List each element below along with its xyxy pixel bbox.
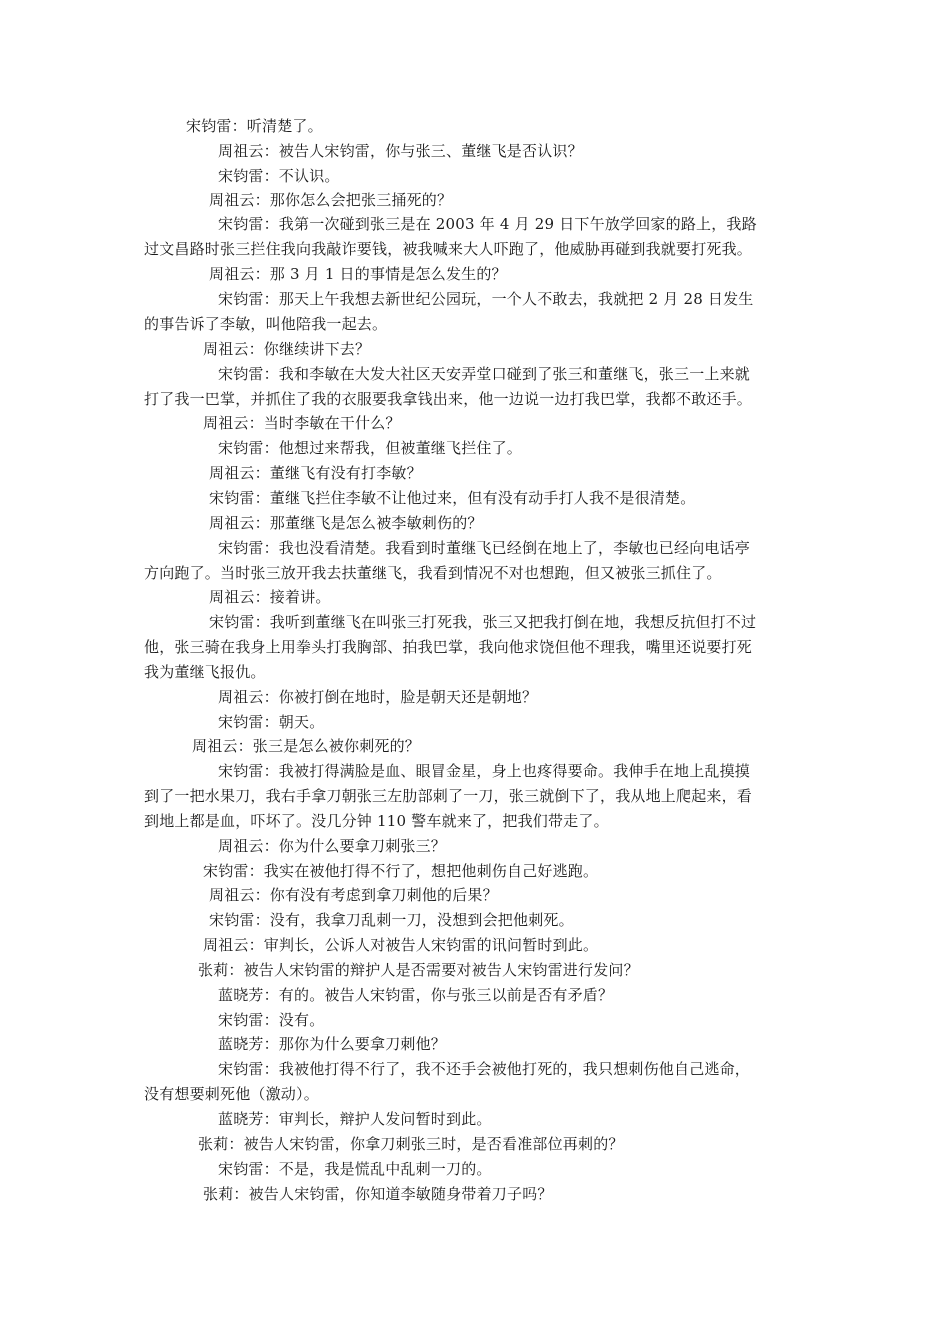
transcript-line: 宋钧雷：不认识。 <box>218 167 340 185</box>
transcript-line: 周祖云：那 3 月 1 日的事情是怎么发生的？ <box>209 265 507 283</box>
transcript-line: 宋钧雷：没有。 <box>218 1011 325 1029</box>
transcript-line: 没有想要刺死他（激动）。 <box>144 1085 319 1103</box>
transcript-line: 宋钧雷：我实在被他打得不行了，想把他刺伤自己好逃跑。 <box>203 862 599 880</box>
transcript-line: 张莉：被告人宋钧雷，你知道李敏随身带着刀子吗？ <box>203 1185 553 1203</box>
transcript-line: 周祖云：你继续讲下去？ <box>203 340 371 358</box>
transcript-line: 宋钧雷：我也没看清楚。我看到时董继飞已经倒在地上了，李敏也已经向电话亭 <box>218 539 751 557</box>
transcript-line: 宋钧雷：那天上午我想去新世纪公园玩，一个人不敢去，我就把 2 月 28 日发生 <box>218 290 754 308</box>
transcript-line: 周祖云：你为什么要拿刀刺张三？ <box>218 837 447 855</box>
transcript-line: 他，张三骑在我身上用拳头打我胸部、拍我巴掌，我向他求饶但他不理我，嘴里还说要打死 <box>144 638 753 656</box>
transcript-line: 蓝晓芳：那你为什么要拿刀刺他？ <box>218 1035 447 1053</box>
transcript-line: 到地上都是血，吓坏了。没几分钟 110 警车就来了，把我们带走了。 <box>144 812 609 830</box>
transcript-line: 蓝晓芳：审判长，辩护人发问暂时到此。 <box>218 1110 492 1128</box>
transcript-line: 周祖云：那你怎么会把张三捅死的？ <box>209 191 453 209</box>
transcript-line: 的事告诉了李敏，叫他陪我一起去。 <box>144 315 388 333</box>
transcript-line: 到了一把水果刀，我右手拿刀朝张三左肋部刺了一刀，张三就倒下了，我从地上爬起来，看 <box>144 787 753 805</box>
transcript-line: 过文昌路时张三拦住我向我敲诈要钱，被我喊来大人吓跑了，他威胁再碰到我就要打死我。 <box>144 240 753 258</box>
transcript-line: 周祖云：当时李敏在干什么？ <box>203 414 401 432</box>
transcript-line: 周祖云：接着讲。 <box>209 588 331 606</box>
transcript-line: 周祖云：审判长，公诉人对被告人宋钧雷的讯问暂时到此。 <box>203 936 599 954</box>
transcript-line: 宋钧雷：董继飞拦住李敏不让他过来，但有没有动手打人我不是很清楚。 <box>209 489 696 507</box>
transcript-line: 周祖云：张三是怎么被你刺死的？ <box>192 737 421 755</box>
transcript-line: 宋钧雷：朝天。 <box>218 713 325 731</box>
transcript-line: 宋钧雷：我被打得满脸是血、眼冒金星，身上也疼得要命。我伸手在地上乱摸摸 <box>218 762 751 780</box>
transcript-line: 宋钧雷：我听到董继飞在叫张三打死我，张三又把我打倒在地，我想反抗但打不过 <box>209 613 757 631</box>
transcript-line: 宋钧雷：他想过来帮我，但被董继飞拦住了。 <box>218 439 523 457</box>
transcript-line: 宋钧雷：没有，我拿刀乱刺一刀，没想到会把他刺死。 <box>209 911 574 929</box>
transcript-line: 宋钧雷：我被他打得不行了，我不还手会被他打死的，我只想刺伤他自己逃命， <box>218 1060 751 1078</box>
transcript-line: 蓝晓芳：有的。被告人宋钧雷，你与张三以前是否有矛盾？ <box>218 986 614 1004</box>
transcript-line: 打了我一巴掌，并抓住了我的衣服要我拿钱出来，他一边说一边打我巴掌，我都不敢还手。 <box>144 390 753 408</box>
transcript-line: 周祖云：董继飞有没有打李敏？ <box>209 464 422 482</box>
transcript-line: 方向跑了。当时张三放开我去扶董继飞，我看到情况不对也想跑，但又被张三抓住了。 <box>144 564 722 582</box>
transcript-line: 宋钧雷：我和李敏在大发大社区天安弄堂口碰到了张三和董继飞，张三一上来就 <box>218 365 751 383</box>
transcript-line: 周祖云：被告人宋钧雷，你与张三、董继飞是否认识？ <box>218 142 583 160</box>
transcript-line: 张莉：被告人宋钧雷的辩护人是否需要对被告人宋钧雷进行发问？ <box>198 961 639 979</box>
transcript-line: 周祖云：你被打倒在地时，脸是朝天还是朝地？ <box>218 688 538 706</box>
transcript-line: 我为董继飞报仇。 <box>144 663 266 681</box>
transcript-line: 宋钧雷：我第一次碰到张三是在 2003 年 4 月 29 日下午放学回家的路上，我路 <box>218 215 757 233</box>
transcript-line: 周祖云：你有没有考虑到拿刀刺他的后果？ <box>209 886 498 904</box>
transcript-line: 宋钧雷：听清楚了。 <box>186 117 323 135</box>
transcript-line: 宋钧雷：不是，我是慌乱中乱刺一刀的。 <box>218 1160 492 1178</box>
transcript-line: 张莉：被告人宋钧雷，你拿刀刺张三时，是否看准部位再刺的？ <box>198 1135 624 1153</box>
transcript-line: 周祖云：那董继飞是怎么被李敏刺伤的？ <box>209 514 483 532</box>
